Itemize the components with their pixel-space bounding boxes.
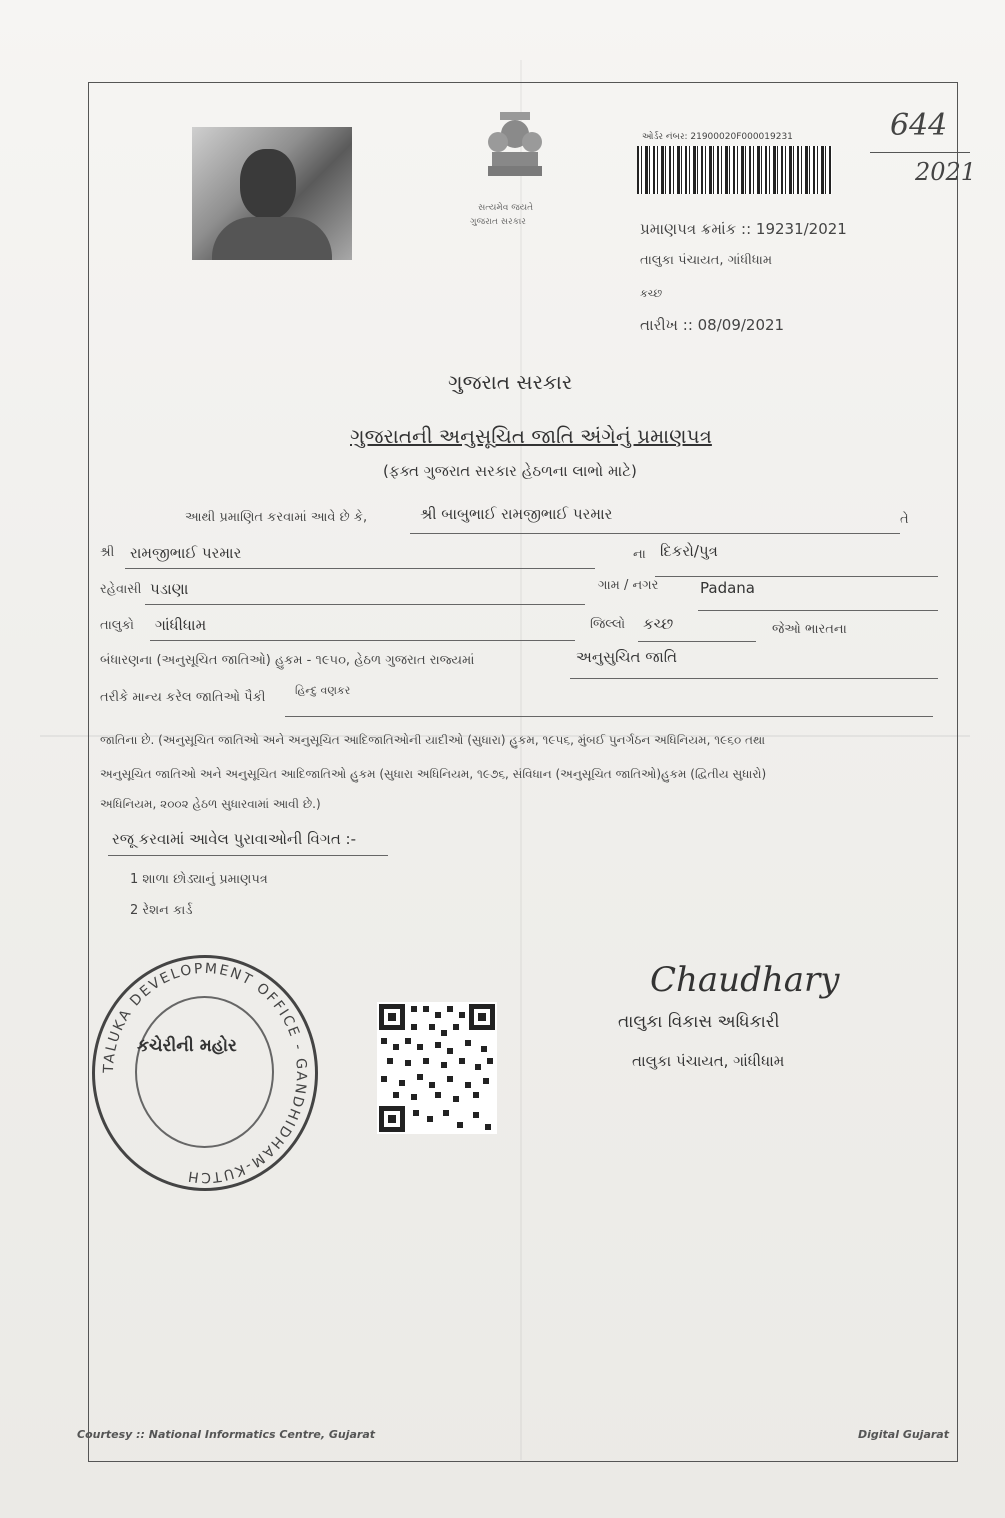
signatory-designation: તાલુકા વિકાસ અધિકારી [618,1012,780,1032]
constitution-text: બંધારણના (અનુસૂચિત જાતિઓ) હુકમ - ૧૯૫૦, હેઠળ ગુજરાત રાજ્યમાં [100,653,475,668]
office-seal [92,955,318,1191]
declared-text: તરીકે માન્ય કરેલ જાતિઓ પૈકી [100,690,266,705]
emblem-caption: સત્યમેવ જયતે [478,203,534,213]
holder-name: શ્રી બાબુભાઈ રામજીભાઈ પરમાર [420,505,613,523]
relation-value: દિકરો/પુત્ર [660,542,718,560]
taluka-label: તાલુકો [100,618,135,633]
category-value: અનુસુચિત જાતિ [576,648,678,666]
father-name-line [125,568,595,569]
district-value: કચ્છ [643,615,674,633]
signature-handwriting: Chaudhary [650,960,840,1000]
legal-text-line-3: અધિનિયમ, ૨૦૦૨ હેઠળ સુધારવામાં આવી છે.) [100,797,321,811]
village-label: ગામ / નગર [598,578,659,593]
footer-courtesy: Courtesy :: National Informatics Centre, Gujarat [77,1428,376,1441]
issuing-district: કચ્છ [640,287,663,300]
category-line [570,678,938,679]
shri-label: શ્રી [100,545,115,560]
seal-inner-text: કચેરીની મહોર [137,1036,237,1056]
holder-name-line [410,533,900,534]
seal-inner-ring [135,996,274,1148]
handwritten-number: 644 [890,108,948,143]
evidence-item-2: 2 રેશન કાર્ડ [130,903,193,918]
resident-label: રહેવાસી [100,582,142,597]
district-label: જિલ્લો [590,617,626,632]
evidence-heading-line [108,855,388,856]
barcode-icon [637,146,832,194]
village-value: Padana [700,579,755,597]
handwritten-underline [870,152,970,153]
footer-digital-gujarat: Digital Gujarat [858,1428,949,1441]
village-line [698,610,938,611]
caste-line [285,716,933,717]
taluka-value: ગાંધીધામ [155,616,207,634]
signatory-office: તાલુકા પંચાયત, ગાંધીધામ [632,1052,785,1070]
handwritten-year: 2021 [915,158,977,186]
certificate-title: ગુજરાતની અનુસૂચિત જાતિ અંગેનું પ્રમાણપત્ર [350,424,712,448]
taluka-line [150,640,575,641]
legal-text-line-2: અનુસૂચિત જાતિઓ અને અનુસૂચિત આદિજાતિઓ હુકમ (સુધારા અધિનિયમ, ૧૯૭૬, સંવિધાન (અનુસૂચિત જાતિઓ)હુકમ (દ્વિતીય સુધારો) [100,767,767,781]
te-label: તે [900,512,909,527]
evidence-heading: રજૂ કરવામાં આવેલ પુરાવાઓની વિગત :- [112,830,357,848]
resident-line [145,604,585,605]
evidence-item-1: 1 શાળા છોડ્યાનું પ્રમાણપત્ર [130,872,268,887]
issue-date: તારીખ :: 08/09/2021 [640,316,785,334]
issuing-office: તાલુકા પંચાયત, ગાંધીધામ [640,253,773,268]
certify-label: આથી પ્રમાણિત કરવામાં આવે છે કે, [185,510,368,525]
barcode-number: ઓર્ડર નંબર: 21900020F000019231 [642,132,793,142]
photo-head-shape [240,149,296,219]
emblem-caption-government: ગુજરાત સરકાર [470,217,526,227]
caste-value: હિન્દુ વણકર [295,684,351,697]
legal-text-line-1: જાતિના છે. (અનુસૂચિત જાતિઓ અને અનુસૂચિત આદિજાતિઓની યાદીઓ (સુધારા) હુકમ, ૧૯૫૬, મુંબઈ પુનર્ગઠન અધિનિયમ, ૧૯૬૦ તથા [100,733,766,747]
government-heading: ગુજરાત સરકાર [448,370,573,394]
na-label: ના [633,547,646,562]
district-line [638,641,756,642]
photo-body-shape [212,217,332,260]
father-name: રામજીભાઈ પરમાર [130,544,242,562]
seal-outer-text: TALUKA DEVELOPMENT OFFICE - GANDHIDHAM-KUTCH [100,960,310,1186]
resident-value: પડાણા [150,580,189,598]
relation-line [655,576,938,577]
india-text: જેઓ ભારતના [772,622,847,637]
certificate-subtitle: (ફક્ત ગુજરાત સરકાર હેઠળના લાભો માટે) [383,462,637,480]
qr-code-icon [377,1002,497,1134]
certificate-number: પ્રમાણપત્ર ક્રમાંક :: 19231/2021 [640,220,847,238]
holder-photo [192,127,352,260]
